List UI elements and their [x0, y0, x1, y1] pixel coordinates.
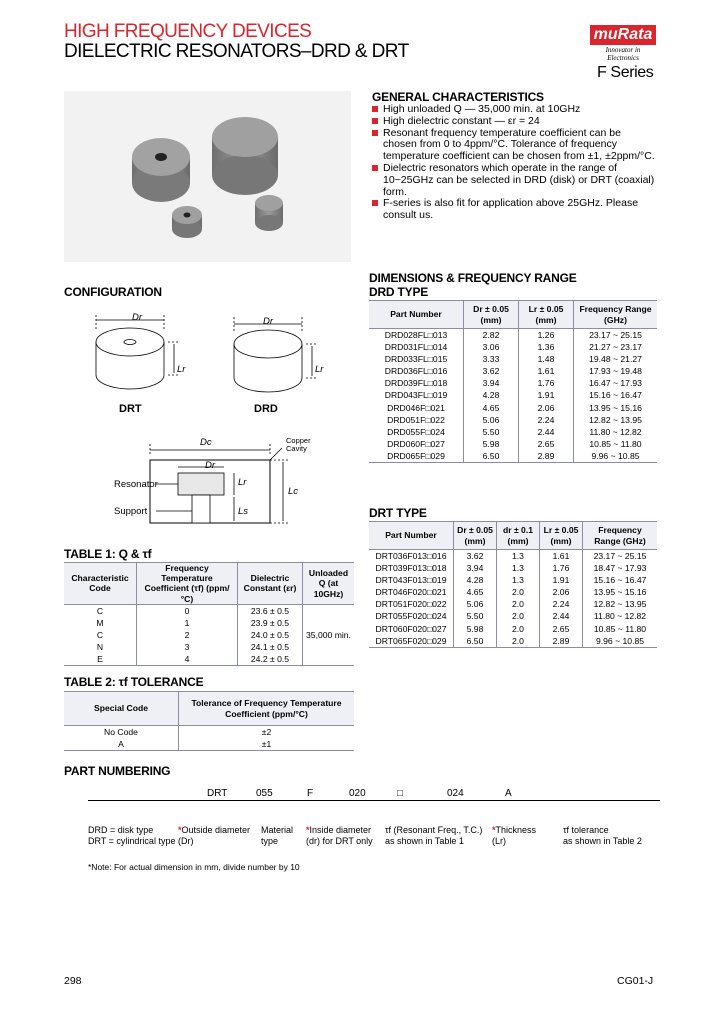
table-cell: 2.06	[540, 586, 583, 598]
table-cell: 0	[137, 604, 238, 617]
pn-segment-type: DRT	[207, 788, 228, 799]
dim-label-ls: Ls	[238, 506, 249, 517]
table-cell: 1.91	[540, 574, 583, 586]
table-row	[369, 598, 657, 610]
asterisk-marker: *	[492, 825, 496, 835]
table-cell: 18.47 ~ 17.93	[583, 562, 658, 574]
table-cell: 24.1 ± 0.5	[238, 641, 303, 653]
description-text: Inside diameter (dr) for DRT only	[306, 825, 373, 846]
drd-type-title: DRD TYPE	[369, 285, 429, 299]
table-cell: 1.36	[519, 341, 574, 353]
series-label: F Series	[597, 64, 654, 81]
table-row	[369, 550, 657, 563]
pn-segment-tf: □	[397, 788, 404, 799]
table-row	[369, 623, 657, 635]
table-cell: 21.27 ~ 23.17	[574, 341, 658, 353]
drd-table	[369, 300, 657, 463]
table-cell: 2.06	[519, 402, 574, 414]
header-title-line2: DIELECTRIC RESONATORS–DRD & DRT	[64, 41, 409, 62]
drt-type-title: DRT TYPE	[369, 506, 427, 520]
table-cell: 2.65	[540, 623, 583, 635]
brand-tagline: Innovator in Electronics	[605, 46, 641, 62]
table-cell: DRD039FL□018	[384, 378, 448, 389]
table-cell: 6.50	[454, 635, 497, 648]
table-cell: DRD043FL□019	[384, 390, 448, 401]
table-row	[369, 438, 657, 450]
pn-segment-tolerance: A	[505, 788, 512, 799]
table-header: Frequency Range (GHz)	[583, 522, 658, 550]
drd-label: DRD	[254, 403, 278, 415]
list-item: Resonant frequency temperature coefficient can be chosen from 0 to 4ppm/°C. Tolerance of frequency temperature coefficient can be chosen from ±1, ±2ppm/°C.	[372, 128, 657, 163]
support-label: Support	[114, 506, 148, 517]
table-cell: N	[96, 642, 104, 653]
table-cell: 4.65	[454, 586, 497, 598]
drt-table	[369, 521, 657, 648]
table-cell: DRT046F020□021	[375, 587, 447, 598]
dimensions-title: DIMENSIONS & FREQUENCY RANGE	[369, 271, 577, 285]
table-cell: 4.28	[454, 574, 497, 586]
table-header: Special Code	[64, 692, 179, 726]
cavity-drawing	[150, 444, 289, 523]
header-title-line1: HIGH FREQUENCY DEVICES	[64, 21, 312, 42]
table-cell: 2.0	[497, 623, 540, 635]
table-row	[369, 341, 657, 353]
table-cell: 5.50	[464, 426, 519, 438]
table-cell: 23.9 ± 0.5	[238, 617, 303, 629]
table-cell: DRD065F□029	[369, 450, 464, 463]
table-cell: DRD055F□024	[387, 426, 445, 437]
table-row	[369, 450, 657, 463]
table-cell: 12.82 ~ 13.95	[574, 414, 658, 426]
part-numbering-note: *Note: For actual dimension in mm, divide number by 10	[88, 862, 300, 872]
table-cell: 5.98	[464, 438, 519, 450]
asterisk-marker: *	[178, 825, 182, 835]
table-cell: 2.44	[540, 610, 583, 622]
unloaded-q-value: 35,000 min.	[303, 604, 355, 665]
drt-drawing	[96, 315, 178, 389]
table-cell: 1.76	[540, 562, 583, 574]
table-cell: DRT036F013□016	[369, 550, 454, 563]
table-cell: 2.24	[519, 414, 574, 426]
table-cell: 2.24	[540, 598, 583, 610]
table-header: Dielectric Constant (εr)	[238, 563, 303, 605]
table2-title: TABLE 2: τf TOLERANCE	[64, 675, 204, 689]
drt-large-photo	[132, 138, 190, 202]
dim-label-lr-drd: Lr	[315, 364, 324, 375]
table-cell: 5.06	[464, 414, 519, 426]
table-cell: 3.62	[464, 365, 519, 377]
description-text: τf (Resonant Freq., T.C.) as shown in Table 1	[385, 825, 483, 846]
copper-cavity-label: Copper Cavity	[286, 436, 311, 453]
table-row	[64, 604, 354, 617]
table-cell: 1	[137, 617, 238, 629]
product-photo	[64, 91, 351, 262]
dim-label-dr-cavity: Dr	[205, 460, 216, 471]
table-row	[369, 562, 657, 574]
table-cell: ±2	[179, 726, 355, 739]
general-characteristics-title: GENERAL CHARACTERISTICS	[372, 90, 544, 104]
table-cell: 2.82	[464, 329, 519, 342]
table-header: Characteristic Code	[64, 563, 137, 605]
configuration-title: CONFIGURATION	[64, 285, 162, 299]
table-cell: DRD046F□021	[387, 402, 445, 413]
drd-large-photo	[212, 117, 278, 195]
pn-segment-material: F	[307, 788, 314, 799]
table-cell: DRT065F020□029	[369, 635, 454, 648]
table-cell: 9.96 ~ 10.85	[574, 450, 658, 463]
table-cell: DRD033FL□015	[384, 354, 448, 365]
part-numbering-title: PART NUMBERING	[64, 764, 171, 778]
part-number-description	[385, 825, 482, 847]
part-number-description	[88, 825, 175, 847]
table-cell: 10.85 ~ 11.80	[583, 623, 658, 635]
drd-small-photo	[255, 195, 283, 231]
table-cell: DRT060F020□027	[375, 623, 447, 634]
table-cell: 19.48 ~ 21.27	[574, 353, 658, 365]
table-cell: 3.94	[464, 377, 519, 389]
table-cell: DRD051F□022	[387, 414, 445, 425]
table-cell: 15.16 ~ 16.47	[583, 574, 658, 586]
table-cell: DRD031FL□014	[384, 342, 448, 353]
list-item: F-series is also fit for application above 25GHz. Please consult us.	[372, 198, 657, 222]
description-text: τf tolerance as shown in Table 2	[563, 825, 642, 846]
table-cell: C	[96, 629, 104, 640]
table-cell: 5.98	[454, 623, 497, 635]
table-cell: 5.50	[454, 610, 497, 622]
table-cell: 2	[137, 629, 238, 641]
table-row	[369, 353, 657, 365]
table-cell: 23.17 ~ 25.15	[583, 550, 658, 563]
table-cell: 1.48	[519, 353, 574, 365]
part-number-description	[563, 825, 642, 847]
table-cell: 2.65	[519, 438, 574, 450]
table-cell: DRT043F013□019	[375, 575, 447, 586]
dim-label-dc: Dc	[200, 437, 212, 448]
table-header: Frequency Temperature Coefficient (τf) (ppm/°C)	[137, 563, 238, 605]
description-text: Thickness (Lr)	[492, 825, 537, 846]
table-cell: 1.61	[540, 550, 583, 563]
table-cell: E	[64, 653, 137, 666]
dim-label-dr-drt: Dr	[132, 312, 143, 323]
table-row	[369, 414, 657, 426]
dim-label-lr-cavity: Lr	[238, 477, 247, 488]
table-cell: 5.06	[454, 598, 497, 610]
table-row	[369, 365, 657, 377]
dim-label-dr-drd: Dr	[263, 316, 274, 327]
table-cell: 2.0	[497, 598, 540, 610]
table-header: Lr ± 0.05 (mm)	[519, 301, 574, 329]
table-row	[64, 726, 354, 739]
table-cell: DRD028FL□013	[369, 329, 464, 342]
table-cell: 11.80 ~ 12.82	[574, 426, 658, 438]
table-cell: M	[96, 617, 104, 628]
general-characteristics-list	[372, 104, 657, 222]
table-header: Frequency Range (GHz)	[574, 301, 658, 329]
table-cell: 2.89	[519, 450, 574, 463]
table-cell: 2.44	[519, 426, 574, 438]
table-cell: 24.2 ± 0.5	[238, 653, 303, 666]
table-cell: 16.47 ~ 17.93	[574, 377, 658, 389]
table-cell: DRT055F020□024	[375, 611, 447, 622]
drt-small-photo	[172, 206, 202, 238]
table-header: Part Number	[369, 301, 464, 329]
table-cell: 3.94	[454, 562, 497, 574]
table1	[64, 562, 354, 666]
table-cell: DRT039F013□018	[375, 563, 447, 574]
table-cell: 24.0 ± 0.5	[238, 629, 303, 641]
part-number-description	[261, 825, 293, 847]
description-text: DRD = disk type DRT = cylindrical type	[88, 825, 176, 846]
table-cell: 1.3	[497, 574, 540, 586]
table1-title: TABLE 1: Q & τf	[64, 547, 152, 561]
pn-segment-outer: 055	[256, 788, 273, 799]
table-row	[369, 586, 657, 598]
table-cell: ±1	[179, 738, 355, 751]
table-row	[64, 738, 354, 751]
table-header: dr ± 0.1 (mm)	[497, 522, 540, 550]
dim-label-lc: Lc	[288, 486, 299, 497]
table-cell: 12.82 ~ 13.95	[583, 598, 658, 610]
table-cell: 13.95 ~ 15.16	[574, 402, 658, 414]
table-header: Part Number	[369, 522, 454, 550]
configuration-diagram	[64, 300, 354, 530]
table-cell: 1.76	[519, 377, 574, 389]
page-number: 298	[64, 975, 82, 987]
table-cell: A	[64, 738, 179, 751]
table-cell: 1.3	[497, 550, 540, 563]
table-cell: 3.62	[454, 550, 497, 563]
table-cell: 15.16 ~ 16.47	[574, 389, 658, 401]
table-cell: 2.0	[497, 586, 540, 598]
table-cell: 17.93 ~ 19.48	[574, 365, 658, 377]
table-header: Dr ± 0.05 (mm)	[454, 522, 497, 550]
asterisk-marker: *	[306, 825, 310, 835]
resonator-photo-illustration	[64, 91, 351, 262]
table-header: Unloaded Q (at 10GHz)	[303, 563, 355, 605]
part-number-line	[88, 800, 660, 801]
part-number-description	[306, 825, 373, 847]
description-text: Outside diameter (Dr)	[178, 825, 251, 846]
list-item: Dielectric resonators which operate in the range of 10~25GHz can be selected in DRD (disk) or DRT (coaxial) form.	[372, 163, 657, 198]
table-row	[369, 610, 657, 622]
drt-label: DRT	[119, 403, 142, 415]
table-cell: 1.61	[519, 365, 574, 377]
table-row	[369, 426, 657, 438]
pn-segment-thickness: 024	[447, 788, 464, 799]
list-item: High dielectric constant — εr = 24	[372, 116, 657, 128]
table-header: Dr ± 0.05 (mm)	[464, 301, 519, 329]
table-row	[369, 635, 657, 648]
table-cell: DRT051F020□022	[375, 599, 447, 610]
table-cell: No Code	[64, 726, 179, 739]
dim-label-lr-drt: Lr	[177, 364, 186, 375]
table-cell: 2.0	[497, 635, 540, 648]
table-cell: C	[64, 604, 137, 617]
table-cell: DRD036FL□016	[384, 366, 448, 377]
table-row	[369, 574, 657, 586]
table-cell: 10.85 ~ 11.80	[574, 438, 658, 450]
description-text: Material type	[261, 825, 294, 846]
table-row	[369, 402, 657, 414]
table-cell: 4.28	[464, 389, 519, 401]
table-cell: 2.0	[497, 610, 540, 622]
resonator-label: Resonator	[114, 479, 158, 490]
list-item: High unloaded Q — 35,000 min. at 10GHz	[372, 104, 657, 116]
table-cell: 23.17 ~ 25.15	[574, 329, 658, 342]
table-row	[369, 389, 657, 401]
table2	[64, 691, 354, 751]
table-cell: 1.26	[519, 329, 574, 342]
table-cell: 1.3	[497, 562, 540, 574]
table-cell: 11.80 ~ 12.82	[583, 610, 658, 622]
part-number-description	[178, 825, 250, 847]
table-header: Lr ± 0.05 (mm)	[540, 522, 583, 550]
table-cell: 13.95 ~ 15.16	[583, 586, 658, 598]
table-cell: 2.89	[540, 635, 583, 648]
table-row	[369, 377, 657, 389]
murata-logo: muRata	[590, 25, 656, 45]
table-cell: 4	[137, 653, 238, 666]
table-cell: 3.06	[464, 341, 519, 353]
pn-segment-inner: 020	[349, 788, 366, 799]
table-cell: 6.50	[464, 450, 519, 463]
table-cell: 1.91	[519, 389, 574, 401]
table-cell: 3.33	[464, 353, 519, 365]
drd-drawing	[234, 317, 316, 392]
table-cell: 3	[137, 641, 238, 653]
footer-code: CG01-J	[617, 975, 654, 987]
table-cell: DRD060F□027	[387, 438, 445, 449]
table-header: Tolerance of Frequency Temperature Coefficient (ppm/°C)	[179, 692, 355, 726]
part-number-description	[492, 825, 536, 847]
table-row	[369, 329, 657, 342]
table-cell: 23.6 ± 0.5	[238, 604, 303, 617]
table-cell: 4.65	[464, 402, 519, 414]
table-cell: 9.96 ~ 10.85	[583, 635, 658, 648]
